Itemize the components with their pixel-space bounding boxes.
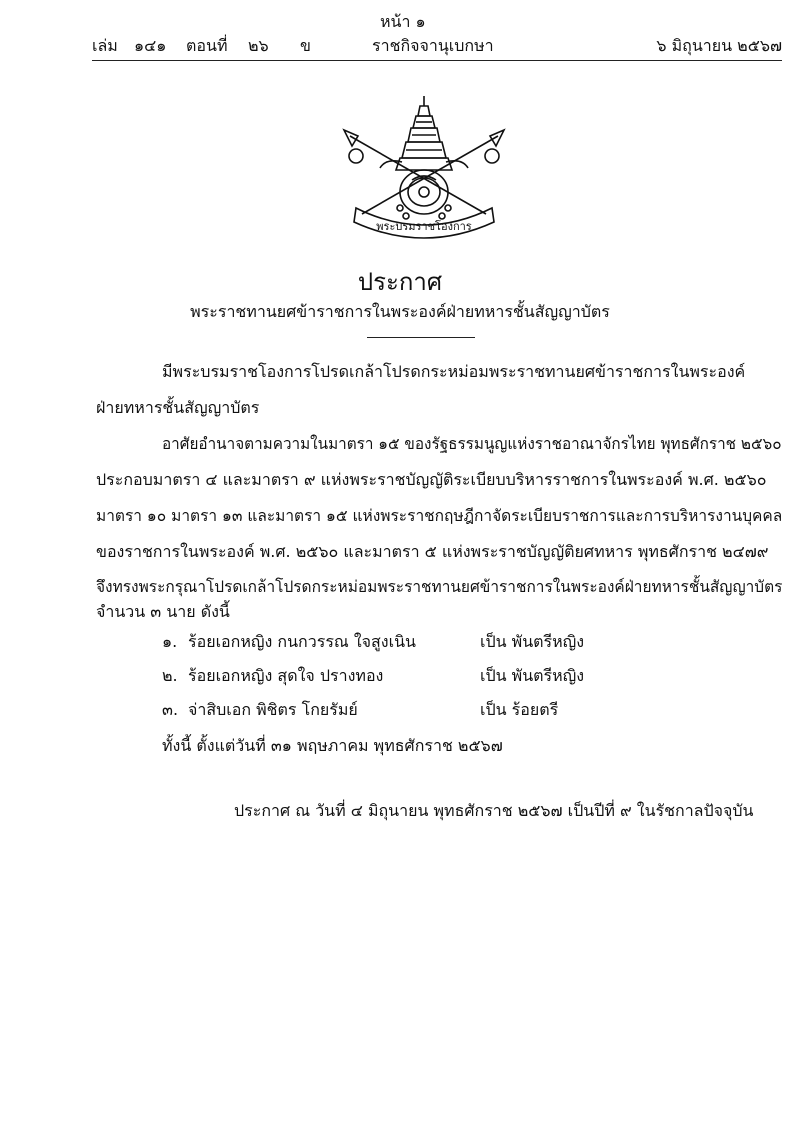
effective-date: ทั้งนี้ ตั้งแต่วันที่ ๓๑ พฤษภาคม พุทธศักราช ๒๕๖๗ xyxy=(162,736,503,755)
paragraph2-line2: ประกอบมาตรา ๔ และมาตรา ๙ แห่งพระราชบัญญัติระเบียบบริหารราชการในพระองค์ พ.ศ. ๒๕๖๐ xyxy=(96,470,767,489)
appointee-number: ๑. xyxy=(162,632,178,651)
paragraph2-line4: ของราชการในพระองค์ พ.ศ. ๒๕๖๐ และมาตรา ๕ แห่งพระราชบัญญัติยศทหาร พุทธศักราช ๒๔๗๙ xyxy=(96,542,769,561)
issue-number: ๒๖ xyxy=(248,36,269,55)
appointee-name: จ่าสิบเอก พิชิตร โกยรัมย์ xyxy=(188,700,358,719)
paragraph2-line5: จึงทรงพระกรุณาโปรดเกล้าโปรดกระหม่อมพระราชทานยศข้าราชการในพระองค์ฝ่ายทหารชั้นสัญญาบัตร xyxy=(96,577,783,596)
paragraph1-line2: ฝ่ายทหารชั้นสัญญาบัตร xyxy=(96,398,260,417)
royal-emblem-icon xyxy=(336,92,512,242)
title-divider xyxy=(367,337,475,338)
appointee-rank: เป็น ร้อยตรี xyxy=(480,700,559,719)
appointee-number: ๒. xyxy=(162,666,178,685)
paragraph2-line6: จำนวน ๓ นาย ดังนี้ xyxy=(96,602,230,621)
page-number: หน้า ๑ xyxy=(380,12,426,31)
appointee-number: ๓. xyxy=(162,700,179,719)
paragraph2-line3: มาตรา ๑๐ มาตรา ๑๓ และมาตรา ๑๕ แห่งพระราชกฤษฎีกาจัดระเบียบราชการและการบริหารงานบุคคล xyxy=(96,506,783,525)
announcement-date: ประกาศ ณ วันที่ ๔ มิถุนายน พุทธศักราช ๒๕๖๗ เป็นปีที่ ๙ ในรัชกาลปัจจุบัน xyxy=(234,801,754,820)
appointee-name: ร้อยเอกหญิง สุดใจ ปรางทอง xyxy=(188,666,384,685)
paragraph2-line1: อาศัยอำนาจตามความในมาตรา ๑๕ ของรัฐธรรมนูญแห่งราชอาณาจักรไทย พุทธศักราช ๒๕๖๐ xyxy=(162,434,782,453)
document-title: ประกาศ xyxy=(357,268,443,296)
publication-date: ๖ มิถุนายน ๒๕๖๗ xyxy=(656,36,782,55)
paragraph1-line1: มีพระบรมราชโองการโปรดเกล้าโปรดกระหม่อมพระราชทานยศข้าราชการในพระองค์ xyxy=(162,362,746,381)
header-divider xyxy=(92,60,782,61)
document-subtitle: พระราชทานยศข้าราชการในพระองค์ฝ่ายทหารชั้นสัญญาบัตร xyxy=(190,302,610,321)
issue-label: ตอนที่ xyxy=(186,36,228,55)
section-letter: ข xyxy=(300,36,311,55)
publication-name: ราชกิจจานุเบกษา xyxy=(372,36,494,55)
volume-label: เล่ม xyxy=(92,36,118,55)
appointee-rank: เป็น พันตรีหญิง xyxy=(480,666,585,685)
emblem-ribbon-text: พระบรมราชโองการ xyxy=(376,220,472,233)
appointee-rank: เป็น พันตรีหญิง xyxy=(480,632,585,651)
appointee-name: ร้อยเอกหญิง กนกวรรณ ใจสูงเนิน xyxy=(188,632,416,651)
volume-number: ๑๔๑ xyxy=(134,36,167,55)
